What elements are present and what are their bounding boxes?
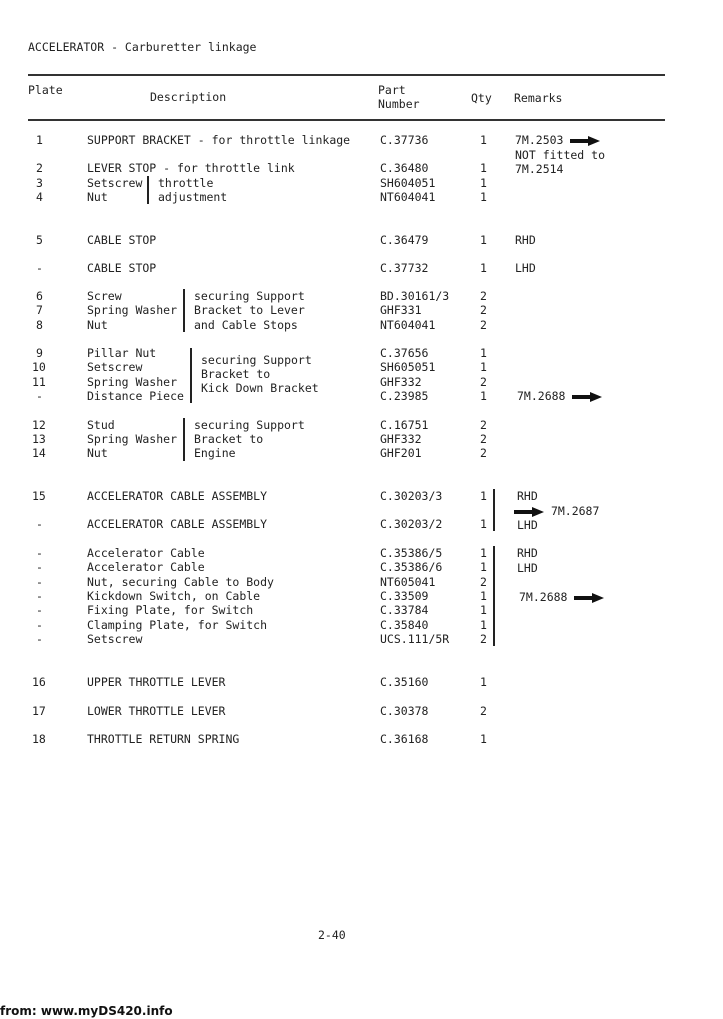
part-number-cell: C.23985 xyxy=(380,389,429,403)
plate-cell: 15 xyxy=(32,489,46,503)
qty-cell: 2 xyxy=(480,375,487,389)
arrow-right-icon xyxy=(514,507,544,517)
group-bracket xyxy=(147,176,149,204)
part-number-cell: NT604041 xyxy=(380,318,436,332)
plate-cell: 17 xyxy=(32,704,46,718)
qty-cell: 1 xyxy=(480,517,487,531)
remark: 7M.2687 xyxy=(514,504,599,518)
qty-cell: 2 xyxy=(480,303,487,317)
remark: 7M.2688 xyxy=(517,389,602,403)
description-cell: ACCELERATOR CABLE ASSEMBLY xyxy=(87,517,268,531)
plate-cell: 6 xyxy=(36,289,43,303)
plate-cell: - xyxy=(36,517,43,531)
part-number-cell: SH604051 xyxy=(380,176,436,190)
header-bottom-rule xyxy=(28,119,665,121)
description-cell: ACCELERATOR CABLE ASSEMBLY xyxy=(87,489,268,503)
remark: RHD xyxy=(517,546,538,560)
qty-cell: 1 xyxy=(480,389,487,403)
part-number-cell: C.30203/3 xyxy=(380,489,443,503)
description-cell: Clamping Plate, for Switch xyxy=(87,618,268,632)
part-number-cell: C.35840 xyxy=(380,618,429,632)
plate-cell: 12 xyxy=(32,418,46,432)
part-number-cell: C.35160 xyxy=(380,675,429,689)
plate-cell: 7 xyxy=(36,303,43,317)
plate-cell: 14 xyxy=(32,446,46,460)
header-plate: Plate xyxy=(28,83,63,97)
qty-cell: 1 xyxy=(480,603,487,617)
qty-cell: 1 xyxy=(480,589,487,603)
description-cell: CABLE STOP xyxy=(87,261,157,275)
qty-cell: 1 xyxy=(480,360,487,374)
remark: RHD xyxy=(515,233,536,247)
group-text: Bracket to xyxy=(194,432,264,446)
plate-cell: - xyxy=(36,389,43,403)
qty-cell: 1 xyxy=(480,675,487,689)
part-number-cell: NT604041 xyxy=(380,190,436,204)
remark: LHD xyxy=(517,561,538,575)
part-number-cell: UCS.111/5R xyxy=(380,632,450,646)
description-cell: UPPER THROTTLE LEVER xyxy=(87,675,226,689)
description-cell: Spring Washer xyxy=(87,303,178,317)
group-bracket xyxy=(190,348,192,403)
plate-cell: 13 xyxy=(32,432,46,446)
part-number-cell: BD.30161/3 xyxy=(380,289,450,303)
description-cell: Nut, securing Cable to Body xyxy=(87,575,274,589)
plate-cell: 1 xyxy=(36,133,43,147)
qty-cell: 1 xyxy=(480,233,487,247)
part-number-cell: C.36480 xyxy=(380,161,429,175)
part-number-cell: GHF331 xyxy=(380,303,422,317)
header-description: Description xyxy=(150,90,227,104)
description-cell: Pillar Nut xyxy=(87,346,157,360)
part-number-cell: GHF332 xyxy=(380,375,422,389)
qty-cell: 2 xyxy=(480,446,487,460)
part-number-cell: C.37732 xyxy=(380,261,429,275)
plate-cell: - xyxy=(36,603,43,617)
plate-cell: 16 xyxy=(32,675,46,689)
group-text: securing Support xyxy=(194,418,305,432)
plate-cell: 9 xyxy=(36,346,43,360)
remark: RHD xyxy=(517,489,538,503)
qty-cell: 1 xyxy=(480,489,487,503)
part-number-cell: C.33784 xyxy=(380,603,429,617)
part-number-cell: C.16751 xyxy=(380,418,429,432)
plate-cell: - xyxy=(36,589,43,603)
group-bracket xyxy=(183,289,185,332)
part-number-cell: SH605051 xyxy=(380,360,436,374)
qty-cell: 1 xyxy=(480,346,487,360)
group-text: securing Support xyxy=(201,353,312,367)
plate-cell: - xyxy=(36,546,43,560)
plate-cell: 4 xyxy=(36,190,43,204)
plate-cell: 11 xyxy=(32,375,46,389)
part-number-cell: C.30378 xyxy=(380,704,429,718)
arrow-right-icon xyxy=(570,136,600,146)
description-cell: Setscrew xyxy=(87,176,143,190)
header-part-line1: Part xyxy=(378,83,406,97)
part-number-cell: C.33509 xyxy=(380,589,429,603)
description-cell: Nut xyxy=(87,318,108,332)
qty-cell: 1 xyxy=(480,161,487,175)
description-cell: Fixing Plate, for Switch xyxy=(87,603,254,617)
header-part-line2: Number xyxy=(378,97,420,111)
plate-cell: - xyxy=(36,261,43,275)
qty-cell: 1 xyxy=(480,618,487,632)
qty-cell: 1 xyxy=(480,176,487,190)
description-cell: Kickdown Switch, on Cable xyxy=(87,589,261,603)
plate-cell: 2 xyxy=(36,161,43,175)
remark: 7M.2688 xyxy=(519,590,604,604)
qty-cell: 2 xyxy=(480,418,487,432)
footer-source: from: www.myDS420.info xyxy=(0,1004,173,1018)
description-cell: SUPPORT BRACKET - for throttle linkage xyxy=(87,133,351,147)
group-text: and Cable Stops xyxy=(194,318,298,332)
plate-cell: 18 xyxy=(32,732,46,746)
plate-cell: - xyxy=(36,575,43,589)
part-number-cell: C.37736 xyxy=(380,133,429,147)
description-cell: LOWER THROTTLE LEVER xyxy=(87,704,226,718)
description-cell: CABLE STOP xyxy=(87,233,157,247)
plate-cell: - xyxy=(36,632,43,646)
group-text: Bracket to xyxy=(201,367,271,381)
qty-cell: 2 xyxy=(480,704,487,718)
part-number-cell: C.30203/2 xyxy=(380,517,443,531)
part-number-cell: C.36479 xyxy=(380,233,429,247)
description-cell: THROTTLE RETURN SPRING xyxy=(87,732,240,746)
group-text: Kick Down Bracket xyxy=(201,381,319,395)
plate-cell: - xyxy=(36,560,43,574)
group-text: Bracket to Lever xyxy=(194,303,305,317)
part-number-cell: C.36168 xyxy=(380,732,429,746)
part-number-cell: GHF201 xyxy=(380,446,422,460)
qty-cell: 2 xyxy=(480,318,487,332)
description-cell: Setscrew xyxy=(87,632,143,646)
plate-cell: 10 xyxy=(32,360,46,374)
description-cell: Spring Washer xyxy=(87,375,178,389)
qty-cell: 1 xyxy=(480,546,487,560)
group-text: adjustment xyxy=(158,190,228,204)
qty-cell: 1 xyxy=(480,190,487,204)
header-qty: Qty xyxy=(471,91,492,105)
description-cell: Accelerator Cable xyxy=(87,560,205,574)
group-bracket xyxy=(183,418,185,461)
remark: LHD xyxy=(515,261,536,275)
group-text: throttle xyxy=(158,176,214,190)
qty-cell: 2 xyxy=(480,632,487,646)
page-title: ACCELERATOR - Carburetter linkage xyxy=(28,40,257,54)
remark: 7M.2503 xyxy=(515,133,600,147)
plate-cell: - xyxy=(36,618,43,632)
part-number-cell: GHF332 xyxy=(380,432,422,446)
page-number: 2-40 xyxy=(318,928,346,942)
qty-cell: 2 xyxy=(480,289,487,303)
description-cell: Spring Washer xyxy=(87,432,178,446)
description-cell: Stud xyxy=(87,418,115,432)
part-number-cell: C.35386/5 xyxy=(380,546,443,560)
header-top-rule xyxy=(28,74,665,76)
qty-cell: 1 xyxy=(480,560,487,574)
header-remarks: Remarks xyxy=(514,91,563,105)
qty-cell: 1 xyxy=(480,261,487,275)
description-cell: Nut xyxy=(87,446,108,460)
qty-cell: 2 xyxy=(480,432,487,446)
remark: 7M.2514 xyxy=(515,162,564,176)
part-number-cell: C.37656 xyxy=(380,346,429,360)
description-cell: Accelerator Cable xyxy=(87,546,205,560)
description-cell: Nut xyxy=(87,190,108,204)
plate-cell: 3 xyxy=(36,176,43,190)
group-text: securing Support xyxy=(194,289,305,303)
part-number-cell: C.35386/6 xyxy=(380,560,443,574)
description-cell: Distance Piece xyxy=(87,389,184,403)
remark: LHD xyxy=(517,518,538,532)
qty-cell: 1 xyxy=(480,732,487,746)
qty-cell: 1 xyxy=(480,133,487,147)
description-cell: Screw xyxy=(87,289,122,303)
arrow-right-icon xyxy=(572,392,602,402)
remark: NOT fitted to xyxy=(515,148,606,162)
plate-cell: 5 xyxy=(36,233,43,247)
qty-bracket xyxy=(493,546,495,646)
plate-cell: 8 xyxy=(36,318,43,332)
qty-cell: 2 xyxy=(480,575,487,589)
qty-bracket xyxy=(493,489,495,531)
description-cell: Setscrew xyxy=(87,360,143,374)
group-text: Engine xyxy=(194,446,236,460)
part-number-cell: NT605041 xyxy=(380,575,436,589)
description-cell: LEVER STOP - for throttle link xyxy=(87,161,295,175)
arrow-right-icon xyxy=(574,593,604,603)
